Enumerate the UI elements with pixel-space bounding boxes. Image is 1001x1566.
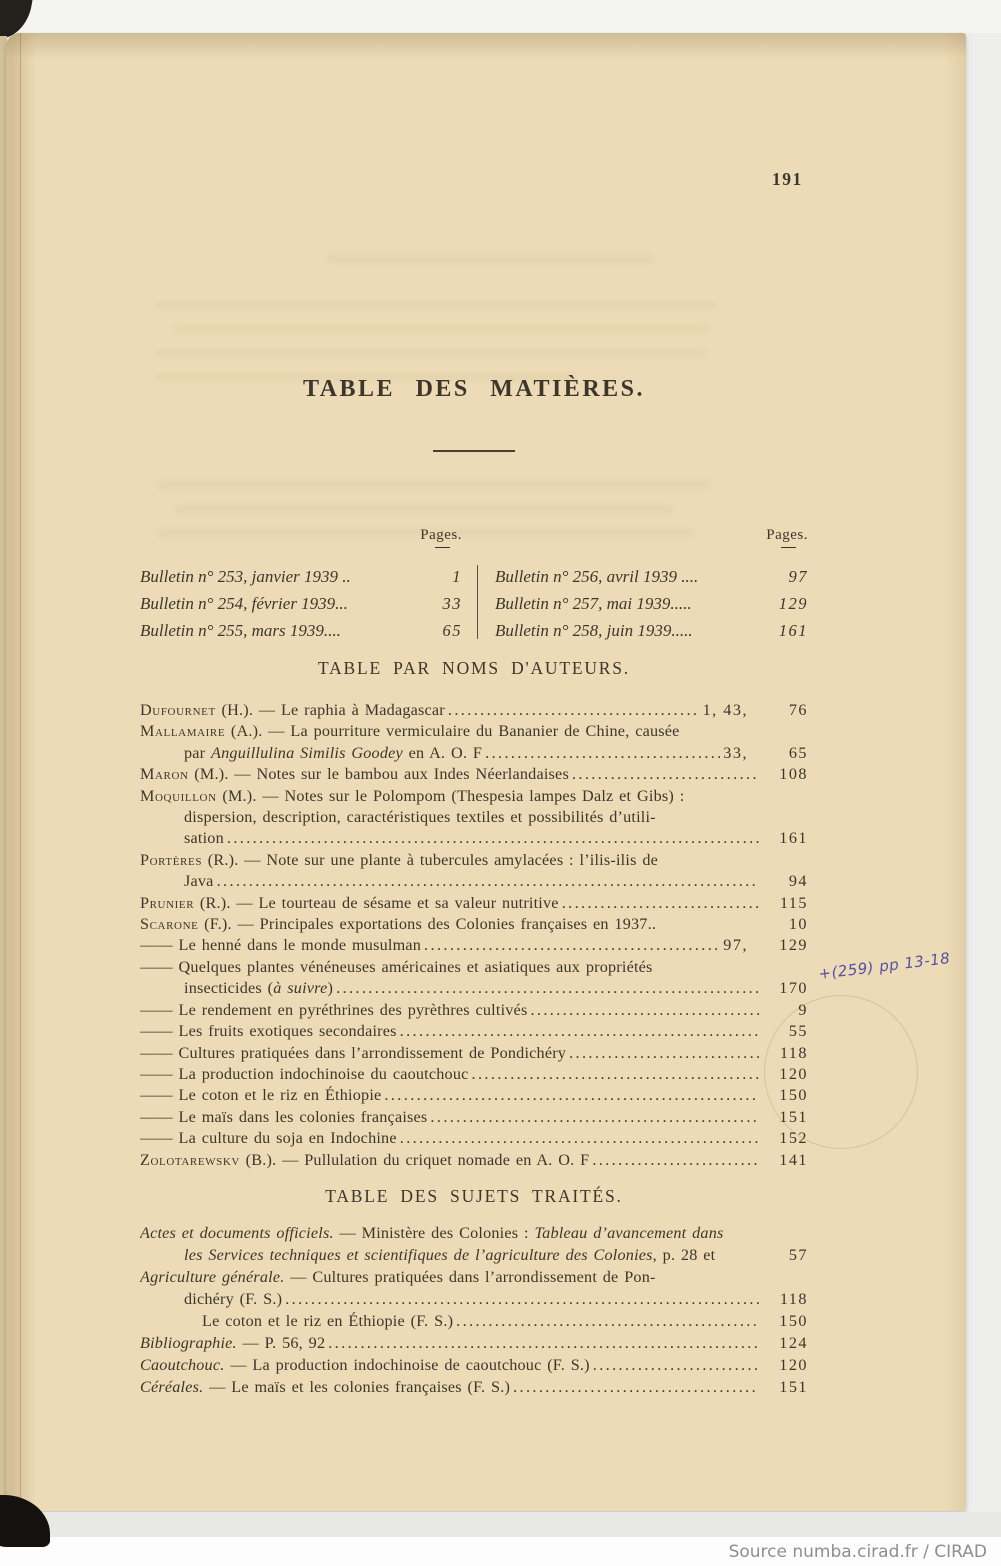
- page-number: 118: [779, 1043, 808, 1062]
- bleedthrough-mark: [156, 349, 706, 357]
- toc-text-segment: — Ministère des Colonies :: [333, 1224, 535, 1242]
- toc-text-segment: Le coton et le riz en Éthiopie (F. S.): [202, 1312, 454, 1330]
- dot-leader: [424, 935, 720, 956]
- toc-entry-line: [140, 721, 808, 742]
- toc-text-segment: (M.). — Notes sur le Polompom (Thespesia lampes Dalz et Gibs) :: [216, 786, 685, 805]
- page-number: 124: [779, 1334, 808, 1352]
- toc-entry-line: [140, 1000, 808, 1021]
- toc-entry-line: [140, 1150, 808, 1171]
- toc-text-segment: — La production indochinoise de caoutchouc (F. S.): [224, 1356, 590, 1374]
- toc-entry-line: [140, 850, 808, 871]
- toc-text-segment: Céréales.: [140, 1378, 204, 1396]
- toc-text-segment: —— La production indochinoise du caoutchouc: [140, 1064, 469, 1083]
- bulletin-page-number: 161: [778, 621, 808, 640]
- page-number: 170: [779, 979, 808, 998]
- dot-leader: [328, 1332, 759, 1354]
- toc-line-text: [140, 764, 569, 785]
- subjects-section-heading: TABLE DES SUJETS TRAITÉS.: [325, 1186, 623, 1206]
- toc-text-segment: (M.). — Notes sur le bambou aux Indes Néerlandaises: [188, 765, 569, 784]
- toc-line-text: [140, 1021, 397, 1042]
- toc-entry-line: [140, 1222, 808, 1244]
- toc-text-segment: Zolotarewskv: [140, 1150, 240, 1169]
- bulletin-page-number: 65: [442, 621, 462, 640]
- toc-entry-line: [140, 914, 808, 935]
- bulletin-row: [140, 617, 462, 644]
- bulletin-page-number: 97: [788, 567, 808, 586]
- toc-line-text: [184, 1244, 715, 1266]
- toc-line-text: [140, 914, 656, 935]
- toc-text-segment: —— Cultures pratiquées dans l’arrondissement de Pondichéry: [140, 1043, 567, 1062]
- toc-entry-line: [140, 828, 808, 849]
- dot-leader: [530, 1000, 759, 1021]
- dot-leader: [592, 1150, 759, 1171]
- toc-text-segment: (R.). — Note sur une plante à tubercules amylacées : l’ilis-ilis de: [202, 850, 658, 869]
- toc-line-text: [140, 957, 653, 978]
- bulletin-row: [495, 563, 808, 590]
- toc-entry-line: [140, 978, 808, 999]
- title-rule: [433, 450, 515, 452]
- toc-line-text: [140, 1222, 724, 1244]
- toc-text-segment: Java: [184, 872, 214, 891]
- toc-entry-line: [140, 1354, 808, 1376]
- toc-text-segment: —— Le rendement en pyréthrines des pyrèthres cultivés: [140, 1000, 528, 1019]
- toc-entry-line: [140, 1244, 808, 1266]
- toc-text-segment: Mallamaire: [140, 722, 226, 741]
- toc-line-text: [140, 893, 559, 914]
- toc-text-segment: Dufournet: [140, 701, 216, 719]
- toc-text-segment: (A.). — La pourriture vermiculaire du Bananier de Chine, causée: [225, 722, 680, 741]
- page-number: 161: [779, 829, 808, 848]
- page-number: 151: [779, 1378, 808, 1396]
- pages-header-left: Pages.: [140, 527, 462, 563]
- page-number: 118: [779, 1290, 808, 1308]
- toc-line-text: [140, 1376, 510, 1398]
- page-number: 150: [779, 1086, 808, 1105]
- bulletin-row: [140, 563, 462, 590]
- dot-leader: [513, 1376, 759, 1398]
- toc-text-segment: Agriculture générale.: [140, 1268, 285, 1286]
- page-number: 151: [779, 1107, 808, 1126]
- bulletin-rows-right: [495, 563, 808, 644]
- dot-leader: [569, 1043, 759, 1064]
- page-number: 65: [788, 743, 808, 762]
- page-number: 150: [779, 1312, 808, 1330]
- handwritten-annotation: +(259) pp 13-18: [817, 948, 952, 984]
- toc-entry-line: [140, 807, 808, 828]
- bleedthrough-mark: [174, 505, 674, 513]
- dot-leader: [448, 700, 700, 721]
- toc-text-segment: , p. 28 et: [652, 1246, 716, 1264]
- toc-entry-line: [140, 1107, 808, 1128]
- page-title: TABLE DES MATIÈRES.: [302, 376, 645, 402]
- pages-header-right: Pages.: [495, 527, 808, 563]
- dot-leader: [562, 893, 759, 914]
- toc-text-segment: —— La culture du soja en Indochine: [140, 1129, 397, 1148]
- bulletin-page-number: 129: [778, 594, 808, 613]
- bulletin-column-right: [495, 527, 808, 644]
- toc-entry-line: [140, 1332, 808, 1354]
- toc-entry-line: [140, 1085, 808, 1106]
- bulletin-label: Bulletin n° 257, mai 1939.....: [495, 594, 692, 613]
- toc-line-text: [140, 1000, 527, 1021]
- page-number: 115: [779, 893, 808, 912]
- toc-entry-line: [140, 893, 808, 914]
- scan-background-top: [0, 0, 1001, 33]
- bulletin-column-left: [140, 527, 462, 644]
- column-divider-rule: [477, 565, 478, 639]
- toc-text-segment: Bibliographie.: [140, 1334, 237, 1352]
- page-number: 94: [788, 872, 808, 891]
- toc-entry-line: [140, 1310, 808, 1332]
- bulletin-page-number: 33: [442, 594, 462, 613]
- toc-text-segment: Scarone: [140, 915, 199, 934]
- dot-leader: [485, 743, 720, 764]
- toc-text-segment: — Cultures pratiquées dans l’arrondissement de Pon-: [284, 1268, 656, 1286]
- bulletin-label: Bulletin n° 253, janvier 1939 ..: [140, 567, 351, 586]
- bulletin-row: [140, 590, 462, 617]
- toc-entry-line: [140, 1043, 808, 1064]
- toc-entry-line: [140, 786, 808, 807]
- page-number: 120: [779, 1064, 808, 1083]
- toc-text-segment: Actes et documents officiels.: [140, 1224, 334, 1242]
- bleedthrough-mark: [326, 255, 656, 263]
- toc-text-segment: — P. 56, 92: [236, 1334, 326, 1352]
- toc-text-segment: —— Les fruits exotiques secondaires: [140, 1022, 397, 1041]
- bulletin-label: Bulletin n° 254, février 1939...: [140, 594, 348, 613]
- dot-leader: [593, 1354, 759, 1376]
- toc-text-segment: (B.). — Pullulation du criquet nomade en A. O. F: [239, 1150, 590, 1169]
- toc-line-text: [140, 1064, 469, 1085]
- toc-line-text: [140, 721, 680, 742]
- dot-leader: [217, 871, 759, 892]
- toc-line-text: [184, 978, 333, 999]
- page-number: 152: [779, 1129, 808, 1148]
- page-number: 76: [788, 701, 808, 719]
- page-number: 57: [788, 1246, 808, 1264]
- dot-leader: [456, 1310, 759, 1332]
- toc-line-text: [140, 1043, 566, 1064]
- toc-entry-line: [140, 1064, 808, 1085]
- toc-line-text: [140, 786, 684, 807]
- toc-entry-line: [140, 1021, 808, 1042]
- toc-entry-line: [140, 1266, 808, 1288]
- page-number: 108: [779, 765, 808, 784]
- dot-leader: [400, 1021, 759, 1042]
- toc-text-segment: en A. O. F: [402, 743, 483, 762]
- dot-leader: [430, 1107, 759, 1128]
- toc-line-text: [140, 1107, 427, 1128]
- bleedthrough-mark: [174, 325, 709, 333]
- toc-entry-line: [140, 743, 808, 764]
- toc-entry-line: [140, 1288, 808, 1310]
- page-number: 141: [779, 1150, 808, 1169]
- toc-line-text: [184, 828, 224, 849]
- toc-text-segment: ): [327, 979, 334, 998]
- toc-entry-line: [140, 1376, 808, 1398]
- toc-text-segment: les Services techniques et scientifiques de l’agriculture des Colonies: [184, 1246, 653, 1264]
- toc-entry-line: [140, 1128, 808, 1149]
- bleedthrough-mark: [156, 301, 716, 309]
- toc-text-segment: Anguillulina Similis Goodey: [211, 743, 403, 762]
- toc-text-segment: Caoutchouc.: [140, 1356, 225, 1374]
- dot-leader: [472, 1064, 759, 1085]
- toc-entry-line: [140, 935, 808, 956]
- toc-line-text: [184, 871, 214, 892]
- toc-text-segment: Portères: [140, 850, 203, 869]
- toc-text-segment: — Le maïs et les colonies françaises (F. S.): [203, 1378, 511, 1396]
- toc-text-segment: —— Quelques plantes vénéneuses américaines et asiatiques aux propriétés: [140, 957, 653, 976]
- dot-leader: [384, 1085, 759, 1106]
- toc-line-text: [140, 1085, 381, 1106]
- toc-line-text: [184, 743, 482, 764]
- inline-page-numbers: 1, 43,: [702, 701, 748, 719]
- toc-text-segment: dichéry (F. S.): [184, 1290, 283, 1308]
- subjects-entries: [140, 1222, 808, 1398]
- credit-text: Source numba.cirad.fr / CIRAD: [728, 1542, 987, 1562]
- bulletin-label: Bulletin n° 256, avril 1939 ....: [495, 567, 699, 586]
- toc-text-segment: (F.). — Principales exportations des Colonies françaises en 1937..: [198, 915, 657, 934]
- toc-line-text: [140, 850, 658, 871]
- toc-line-text: [140, 1150, 589, 1171]
- bulletin-row: [495, 617, 808, 644]
- page-number: 10: [788, 915, 808, 934]
- bleedthrough-mark: [156, 481, 711, 489]
- toc-entry-line: [140, 871, 808, 892]
- toc-line-text: [140, 1354, 590, 1376]
- bulletin-label: Bulletin n° 258, juin 1939.....: [495, 621, 693, 640]
- toc-line-text: [184, 1288, 282, 1310]
- toc-text-segment: —— Le henné dans le monde musulman: [140, 936, 422, 955]
- toc-text-segment: insecticides (: [184, 979, 274, 998]
- page-number: 9: [798, 1000, 808, 1019]
- dot-leader: [336, 978, 759, 999]
- toc-text-segment: —— Le maïs dans les colonies françaises: [140, 1107, 428, 1126]
- page-number-folio: 191: [772, 169, 803, 189]
- bulletin-page-number: 1: [452, 567, 462, 586]
- dot-leader: [572, 764, 759, 785]
- bulletin-rows-left: [140, 563, 462, 644]
- authors-entries: [140, 700, 808, 1171]
- toc-text-segment: sation: [184, 829, 224, 848]
- dot-leader: [400, 1128, 759, 1149]
- toc-text-segment: Prunier: [140, 893, 195, 912]
- toc-entry-line: [140, 764, 808, 785]
- toc-text-segment: —— Le coton et le riz en Éthiopie: [140, 1086, 382, 1105]
- toc-text-segment: Tableau d’avancement dans: [534, 1224, 724, 1242]
- toc-line-text: [140, 935, 421, 956]
- toc-text-segment: à suivre: [273, 979, 328, 998]
- scan-strip-bottom: [0, 1512, 1001, 1537]
- toc-entry-line: [140, 700, 808, 721]
- toc-text-segment: Moquillon: [140, 786, 217, 805]
- authors-section-heading: TABLE PAR NOMS D'AUTEURS.: [318, 658, 630, 678]
- credit-bar: [0, 1537, 1001, 1566]
- toc-line-text: [184, 807, 656, 828]
- page-sheet: [6, 33, 966, 1511]
- inline-page-numbers: 33,: [723, 743, 748, 762]
- bulletin-row: [495, 590, 808, 617]
- inline-page-numbers: 97,: [723, 936, 748, 955]
- toc-line-text: [140, 1128, 397, 1149]
- dot-leader: [285, 1288, 759, 1310]
- page-number: 120: [779, 1356, 808, 1374]
- page-number: 129: [779, 936, 808, 955]
- toc-line-text: [140, 700, 445, 721]
- bulletin-label: Bulletin n° 255, mars 1939....: [140, 621, 341, 640]
- dot-leader: [227, 828, 759, 849]
- toc-text-segment: Maron: [140, 765, 189, 784]
- toc-text-segment: par: [184, 743, 212, 762]
- page-number: 55: [788, 1022, 808, 1041]
- toc-text-segment: dispersion, description, caractéristiques textiles et possibilités d’utili-: [184, 808, 656, 827]
- toc-line-text: [140, 1266, 656, 1288]
- toc-text-segment: (H.). — Le raphia à Madagascar: [215, 701, 445, 719]
- toc-line-text: [202, 1310, 453, 1332]
- toc-entry-line: [140, 957, 808, 978]
- toc-text-segment: (R.). — Le tourteau de sésame et sa valeur nutritive: [194, 893, 559, 912]
- toc-line-text: [140, 1332, 325, 1354]
